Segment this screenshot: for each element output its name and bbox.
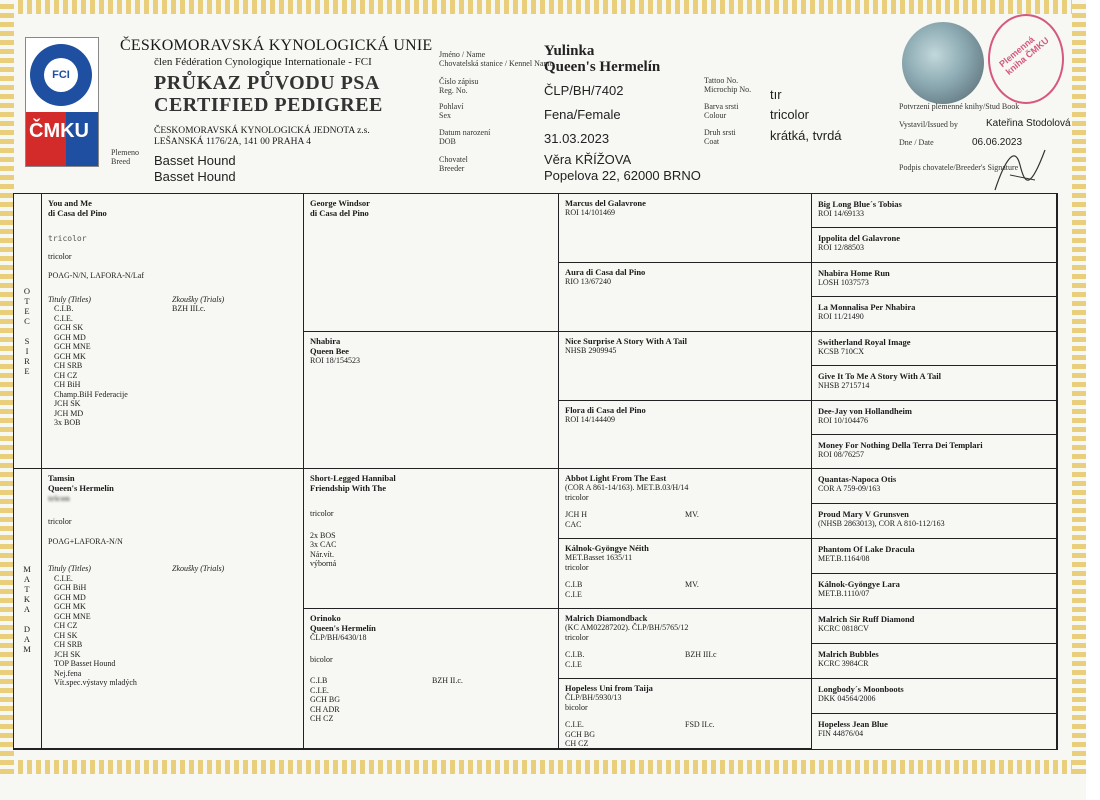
dam-side-letter: A: [23, 604, 31, 614]
ancestor-g4-reg: KCRC 0818CV: [818, 624, 869, 633]
sire-dam-kennel: Queen Bee: [310, 346, 349, 356]
issued-by-label: Vystavil/Issued by: [899, 120, 958, 129]
cmku-emblem-text: ČMKU: [29, 120, 89, 142]
ancestor-g3-cell: [559, 194, 812, 263]
sire-kennel: di Casa del Pino: [48, 208, 107, 218]
sire-title: CH SRB: [54, 361, 83, 370]
dam-sire-cell: [304, 469, 559, 609]
ancestor-g3-titles: [565, 510, 805, 529]
ancestor-g4-name: Quantas-Napoca Otis: [818, 474, 897, 484]
ancestor-g3-reg: RIO 13/67240: [565, 277, 611, 286]
pedigree-table: [13, 193, 1058, 750]
decorative-border-bottom: [0, 760, 1086, 774]
dam-sire-note: 2x BOS: [310, 530, 336, 540]
ancestor-g4-cell: [812, 332, 1057, 366]
dam-side-cell: [14, 469, 42, 749]
ancestor-g3-name: Nice Surprise A Story With A Tail: [565, 336, 688, 346]
fci-emblem-text: FCI: [44, 58, 78, 92]
ancestor-g4-reg: (NHSB 2863013), COR A 810-112/163: [818, 519, 945, 528]
sire-cell: [42, 194, 304, 469]
stud-book-confirm: Potvrzení plemenné knihy/Stud Book: [899, 102, 1020, 111]
sex-label-en: Sex: [439, 111, 451, 120]
dam-title: CH CZ: [54, 621, 78, 630]
ancestor-g4-cell: [812, 504, 1057, 539]
colour-label-en: Colour: [704, 111, 727, 120]
ancestor-g4-reg: ROI 12/88503: [818, 243, 864, 252]
sire-side-letter: R: [24, 356, 30, 366]
ancestor-g3-colour: tricolor: [565, 492, 589, 502]
signature-icon: [990, 140, 1050, 195]
dam-dam-cell: [304, 609, 559, 749]
tattoo-label: Tattoo No.: [704, 76, 739, 85]
dam-title: JCH SK: [54, 649, 81, 659]
ancestor-g4-cell: [812, 435, 1057, 469]
sire-side-cell: [14, 194, 42, 469]
ancestor-g4-cell: [812, 194, 1057, 228]
breed-label-en: Breed: [111, 157, 131, 166]
ancestor-g4-reg: ROI 11/21490: [818, 312, 864, 321]
dob-label: Datum narození: [439, 128, 491, 137]
breeder-label-en: Breeder: [439, 164, 465, 173]
club-name: ČESKOMORAVSKÁ KYNOLOGICKÁ JEDNOTA z.s.: [154, 126, 370, 136]
ancestor-g3-exam: MV.: [685, 510, 699, 519]
dam-name: Tamsin: [48, 473, 75, 483]
ancestor-g3-name: Kálnok-Gyöngye Néith: [565, 543, 649, 553]
dam-titles-list: [54, 574, 297, 688]
decorative-border-top: [0, 0, 1086, 14]
ancestor-g3-name: Aura di Casa dal Pino: [565, 267, 646, 277]
dam-sire-name: Short-Legged Hannibal: [310, 473, 396, 483]
coat-label: Druh srsti: [704, 128, 736, 137]
dam-sire-notes: [310, 531, 552, 569]
ancestor-g4-reg: NHSB 2715714: [818, 381, 870, 390]
ancestor-g3-cell: [559, 263, 812, 332]
ancestor-g4-reg: ROI 08/76257: [818, 450, 864, 459]
chip-label: Microchip No.: [704, 85, 752, 94]
dam-dam-reg: ČLP/BH/6430/18: [310, 633, 367, 642]
ancestor-g3-cell: [559, 679, 812, 749]
dam-side-letter: A: [23, 634, 31, 644]
sire-dna: POAG-N/N, LAFORA-N/Laf: [48, 271, 144, 280]
sire-side-letter: S: [24, 336, 30, 346]
dam-dam-title: GCH BG: [310, 695, 341, 704]
sire-title: GCH MK: [54, 351, 86, 361]
reg-label-en: Reg. No.: [439, 86, 468, 95]
ancestor-g3-reg: ČLP/BH/5930/13: [565, 693, 622, 702]
dam-extra: tricon: [48, 493, 70, 503]
ancestor-g4-cell: [812, 263, 1057, 297]
ancestor-g3-name: Marcus del Galavrone: [565, 198, 646, 208]
sire-trials-label: Zkoušky (Trials): [172, 294, 225, 304]
ancestor-g4-reg: MET.B.1164/08: [818, 554, 870, 563]
dam-sire-colour: tricolor: [310, 509, 334, 518]
dam-title: Nej.fena: [54, 668, 82, 678]
ancestor-g4-name: Kálnok-Gyöngye Lara: [818, 579, 900, 589]
dam-title: GCH MNE: [54, 611, 91, 621]
sire-sire-name: George Windsor: [310, 198, 370, 208]
dam-sire-note: Nár.vít.: [310, 549, 334, 559]
ancestor-g4-cell: [812, 574, 1057, 609]
ancestor-g4-cell: [812, 228, 1057, 263]
sire-title: GCH MNE: [54, 342, 91, 351]
sire-colour-hw: tricolor: [48, 234, 87, 243]
dam-sire-note: výborná: [310, 559, 337, 568]
dam-dam-kennel: Queen's Hermelín: [310, 623, 376, 633]
breeder-address: Popelova 22, 62000 BRNO: [544, 168, 701, 183]
dam-dam-title: CH CZ: [310, 714, 334, 723]
ancestor-g3-title: C.I.E.: [565, 720, 584, 729]
sire-side-letter: E: [24, 366, 30, 376]
sire-title: GCH SK: [54, 323, 84, 332]
ancestor-g4-cell: [812, 714, 1057, 749]
club-address: LEŠANSKÁ 1176/2A, 141 00 PRAHA 4: [154, 137, 311, 147]
dam-side-letter: M: [23, 564, 31, 574]
dam-title: C.I.E.: [54, 573, 73, 583]
ancestor-g3-exam: FSD II.c.: [685, 720, 715, 729]
dob-value: 31.03.2023: [544, 131, 610, 146]
dog-kennel: Queen's Hermelín: [544, 59, 661, 75]
dam-dam-name: Orinoko: [310, 613, 341, 623]
ancestor-g3-reg: ROI 14/101469: [565, 208, 615, 217]
colour-label: Barva srsti: [704, 102, 739, 111]
dam-trials-label: Zkoušky (Trials): [172, 564, 225, 573]
dob-label-en: DOB: [439, 137, 456, 146]
ancestor-g3-colour: tricolor: [565, 562, 589, 572]
ancestor-g4-reg: COR A 759-09/163: [818, 484, 881, 493]
ancestor-g4-reg: ROI 10/104476: [818, 416, 868, 425]
ancestor-g4-cell: [812, 366, 1057, 401]
ancestor-g4-cell: [812, 297, 1057, 332]
sire-title: CH BiH: [54, 380, 81, 389]
ancestor-g3-name: Flora di Casa del Pino: [565, 405, 646, 415]
reg-number: ČLP/BH/7402: [544, 83, 624, 98]
dog-name: Yulinka: [544, 43, 595, 59]
reg-label: Číslo zápisu: [439, 77, 479, 86]
ancestor-g4-name: Nhabira Home Run: [818, 268, 890, 278]
org-subtitle: člen Fédération Cynologique Internationale - FCI: [154, 56, 372, 68]
dam-side-letter: M: [23, 644, 31, 654]
ancestor-g4-name: Dee-Jay von Hollandheim: [818, 406, 912, 416]
ancestor-g3-cell: [559, 469, 812, 539]
dam-side-letter: T: [24, 584, 30, 594]
ancestor-g4-cell: [812, 539, 1057, 574]
sire-title: GCH MD: [54, 332, 86, 342]
ancestor-g4-cell: [812, 609, 1057, 644]
sire-side-letter: E: [24, 306, 30, 316]
ancestor-g4-reg: FIN 44876/04: [818, 729, 864, 738]
ancestor-g4-name: Malrich Bubbles: [818, 649, 879, 659]
ancestor-g4-reg: KCSB 710CX: [818, 347, 865, 356]
sire-sire-cell: [304, 194, 559, 332]
ancestor-g3-reg: (COR A 861-14/163). MET.B.03/H/14: [565, 483, 689, 492]
ancestor-g3-colour: tricolor: [565, 632, 589, 642]
coat-label-en: Coat: [704, 137, 720, 146]
sire-side-label: [20, 286, 34, 376]
ancestor-g4-reg: ROI 14/69133: [818, 209, 864, 218]
ancestor-g3-title: CAC: [565, 519, 582, 529]
ancestor-g4-name: Phantom Of Lake Dracula: [818, 544, 915, 554]
ancestor-g4-name: Give It To Me A Story With A Tail: [818, 371, 941, 381]
title-czech: PRŮKAZ PŮVODU PSA: [154, 72, 380, 94]
ancestor-g3-colour: bicolor: [565, 702, 588, 712]
sire-name: You and Me: [48, 198, 92, 208]
sire-title: CH CZ: [54, 370, 78, 380]
ancestor-g3-name: Abbot Light From The East: [565, 473, 667, 483]
dam-sire-note: 3x CAC: [310, 540, 337, 549]
dam-dam-titles: [310, 676, 552, 724]
coat-value: krátká, tvrdá: [770, 128, 842, 143]
ancestor-g3-reg: MET.Basset 1635/11: [565, 553, 633, 562]
ancestor-g3-name: Malrich Diamondback: [565, 613, 648, 623]
kennel-label: Chovatelská stanice / Kennel Name: [439, 59, 554, 68]
sire-title: Champ.BiH Federacije: [54, 389, 128, 399]
ancestor-g3-title: C.I.B.: [565, 650, 585, 659]
ancestor-g4-reg: DKK 04564/2006: [818, 694, 876, 703]
dam-title: GCH MD: [54, 592, 86, 602]
ancestor-g4-name: Ippolita del Galavrone: [818, 233, 901, 243]
dam-dam-title: C.I.B: [310, 676, 328, 685]
ancestor-g4-reg: LOSH 1037573: [818, 278, 869, 287]
ancestor-g3-titles: [565, 580, 805, 599]
name-label: Jméno / Name: [439, 50, 486, 59]
sire-side-letter: O: [23, 286, 31, 296]
ancestor-g4-name: Big Long Blue´s Tobias: [818, 199, 902, 209]
decorative-border-right: [1072, 0, 1086, 774]
ancestor-g3-title: GCH BG: [565, 729, 596, 739]
dam-colour: tricolor: [48, 517, 72, 526]
sire-title: JCH MD: [54, 408, 84, 418]
chip-value: tır: [770, 87, 782, 102]
ancestor-g4-cell: [812, 401, 1057, 435]
dam-cell: [42, 469, 304, 749]
dam-title: Vít.spec.výstavy mladých: [54, 678, 137, 687]
ancestor-g3-reg: NHSB 2909945: [565, 346, 617, 355]
dam-title: GCH MK: [54, 602, 86, 611]
ancestor-g3-exam: MV.: [685, 580, 699, 589]
breeder-name: Věra KŘÍŽOVA: [544, 152, 632, 167]
dam-dam-colour: bicolor: [310, 654, 333, 664]
ancestor-g4-cell: [812, 679, 1057, 714]
sire-trials: BZH III.c.: [172, 303, 206, 313]
dam-titles-label: Tituly (Titles): [48, 564, 91, 573]
ancestor-g4-name: Longbody´s Moonboots: [818, 684, 904, 694]
org-name: ČESKOMORAVSKÁ KYNOLOGICKÁ UNIE: [120, 37, 433, 54]
dam-side-letter: [20, 614, 34, 624]
sire-titles-list: [54, 304, 297, 428]
stamp-text: Plemenná kniha ČMKU: [997, 34, 1051, 77]
sire-title: C.I.E.: [54, 313, 73, 323]
sire-side-letter: [20, 326, 34, 336]
dam-side-label: [20, 564, 34, 654]
sire-dam-reg: ROI 18/154523: [310, 356, 360, 365]
decorative-border-left: [0, 0, 14, 774]
hologram-seal-icon: [902, 22, 984, 104]
cmku-emblem-icon: [26, 112, 98, 166]
dam-title: CH SK: [54, 630, 78, 640]
ancestor-g3-title: C.I.E: [565, 659, 582, 669]
dam-side-letter: K: [23, 594, 31, 604]
ancestor-g3-exam: BZH III.c: [685, 650, 717, 659]
ancestor-g4-name: Hopeless Jean Blue: [818, 719, 888, 729]
sire-title: JCH SK: [54, 399, 81, 408]
dam-side-letter: D: [23, 624, 31, 634]
colour-value: tricolor: [770, 107, 810, 122]
sex-label: Pohlaví: [439, 102, 464, 111]
sire-title: 3x BOB: [54, 418, 81, 427]
sire-title: C.I.B.: [54, 304, 74, 313]
ancestor-g4-name: Switherland Royal Image: [818, 337, 911, 347]
dam-dam-trial: BZH II.c.: [432, 676, 463, 685]
ancestor-g3-cell: [559, 332, 812, 401]
ancestor-g4-name: La Monnalisa Per Nhabira: [818, 302, 916, 312]
page-edge: [1086, 0, 1100, 800]
ancestor-g3-cell: [559, 609, 812, 679]
title-english: CERTIFIED PEDIGREE: [154, 94, 383, 116]
dam-sire-kennel: Friendship With The: [310, 483, 387, 493]
ancestor-g3-reg: ROI 14/144409: [565, 415, 615, 424]
sire-colour: tricolor: [48, 251, 72, 261]
breed-value: Basset Hound: [154, 153, 236, 168]
sire-dam-name: Nhabira: [310, 336, 341, 346]
ancestor-g3-titles: [565, 720, 805, 749]
sire-side-letter: C: [24, 316, 30, 326]
dam-dam-title: CH ADR: [310, 704, 340, 714]
ancestor-g3-title: JCH H: [565, 510, 588, 519]
ancestor-g3-title: C.I.B: [565, 580, 583, 589]
ancestor-g3-reg: (KC AM02287202). ČLP/BH/5765/12: [565, 623, 689, 632]
dam-title: TOP Basset Hound: [54, 659, 116, 668]
ancestor-g3-name: Hopeless Uni from Taija: [565, 683, 653, 693]
ancestor-g4-cell: [812, 469, 1057, 504]
ancestor-g3-title: C.I.E: [565, 589, 582, 599]
cmku-fci-logo: [25, 37, 99, 167]
dam-dna: POAG+LAFORA-N/N: [48, 536, 123, 546]
sire-dam-cell: [304, 332, 559, 469]
dam-dam-title: C.I.E.: [310, 685, 329, 695]
sire-sire-kennel: di Casa del Pino: [310, 208, 369, 218]
breeder-label: Chovatel: [439, 155, 468, 164]
ancestor-g4-cell: [812, 644, 1057, 679]
dam-kennel: Queen's Hermelín: [48, 483, 114, 493]
breed-value-en: Basset Hound: [154, 169, 236, 184]
sex-value: Fena/Female: [544, 107, 621, 122]
date-label: Dne / Date: [899, 138, 934, 147]
issued-by-value: Kateřina Stodolová: [986, 118, 1071, 129]
dam-title: GCH BiH: [54, 583, 87, 592]
breed-label: Plemeno: [111, 148, 139, 157]
signature-label: Podpis chovatele/Breeder's Signature: [899, 163, 1019, 172]
ancestor-g4-name: Money For Nothing Della Terra Dei Templari: [818, 440, 983, 450]
stud-book-stamp-icon: [988, 14, 1064, 104]
dam-side-letter: A: [23, 574, 31, 584]
sire-titles-label: Tituly (Titles): [48, 294, 91, 304]
dam-title: CH SRB: [54, 640, 83, 649]
sire-side-letter: I: [25, 346, 29, 356]
ancestor-g4-reg: KCRC 3984CR: [818, 659, 869, 668]
ancestor-g3-title: CH CZ: [565, 739, 589, 748]
ancestor-g3-titles: [565, 650, 805, 669]
issue-date: 06.06.2023: [972, 137, 1023, 148]
ancestor-g4-name: Proud Mary V Grunsven: [818, 509, 909, 519]
ancestor-g4-name: Malrich Sir Ruff Diamond: [818, 614, 915, 624]
sire-side-letter: T: [24, 296, 30, 306]
fci-emblem-icon: [30, 44, 92, 106]
ancestor-g3-cell: [559, 401, 812, 469]
ancestor-g3-cell: [559, 539, 812, 609]
ancestor-g4-reg: MET.B.1110/07: [818, 589, 870, 598]
